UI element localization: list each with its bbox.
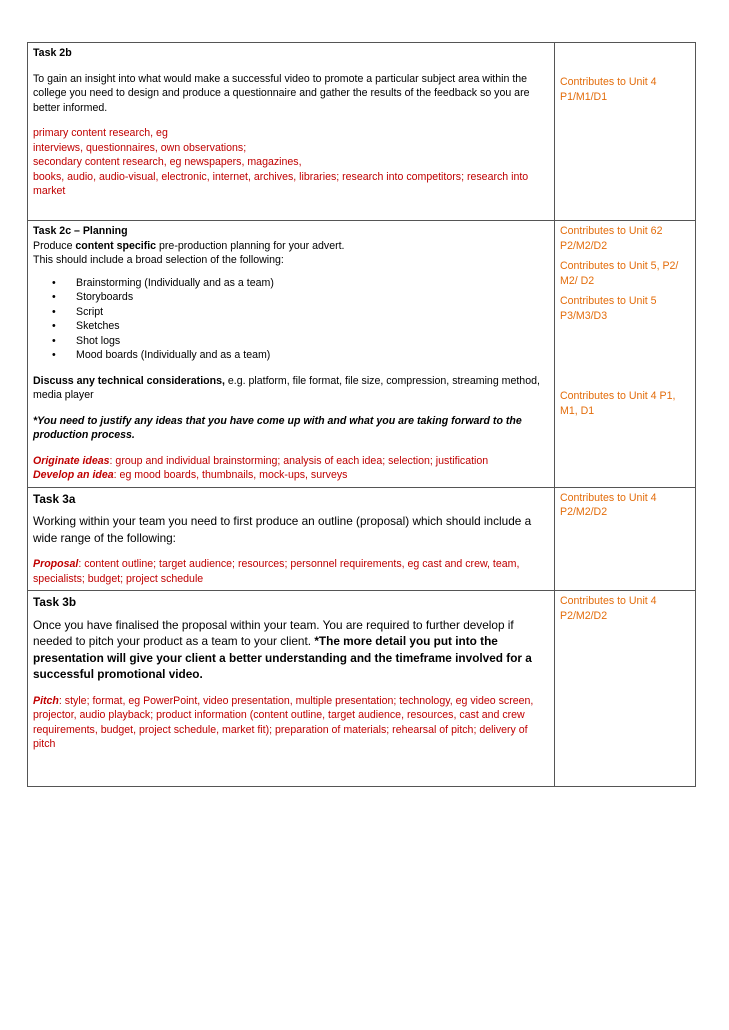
table-row-task-2b [28,43,696,221]
task-3b-cell [28,591,555,787]
task-2b-research-line: books, audio, audio-visual, electronic, internet, archives, libraries; research into competitors; research into market [33,170,529,197]
task-2c-produce-post: pre-production planning for your advert. [156,239,345,252]
list-item: • Mood boards (Individually and as a team) [33,348,549,363]
task-3a-cell [28,487,555,591]
task-3a-intro: Working within your team you need to first produce an outline (proposal) which should include a wide range of the following: [33,514,532,545]
task-3b-pitch-text: : style; format, eg PowerPoint, video presentation, multiple presentation; technology, eg video screen, projector, audio playback; product information (content outline, target audience, resources, cast and crew requirements, budget, project schedule, market fit); preparation of materials; rehearsal of pitch; delivery of pitch [33,694,534,750]
list-item: • Brainstorming (Individually and as a team) [33,276,549,291]
task-2c-contributes-1: Contributes to Unit 62 P2/M2/D2 [560,225,663,252]
task-2b-cell [28,43,555,221]
task-2c-technical [33,374,549,403]
task-2c-develop-text: : eg mood boards, thumbnails, mock-ups, surveys [113,469,348,481]
list-item: • Sketches [33,319,549,334]
task-2b-research-line: secondary content research, eg newspapers, magazines, [33,156,302,168]
task-2c-produce [33,239,549,254]
task-2b-contributes: Contributes to Unit 4 P1/M1/D1 [560,76,657,103]
task-2c-cell [28,221,555,488]
task-2c-develop-label: Develop an idea [33,469,114,481]
task-2c-technical-rest: e.g. platform, file format, file size, compression, streaming method, media player [33,374,540,401]
task-2c-justify: *You need to justify any ideas that you have come up with and what you are taking forward to the production process. [33,414,522,441]
list-item: • Script [33,305,549,320]
table-row-task-3b [28,591,696,787]
task-2b-research-line: primary content research, eg [33,127,168,139]
task-3a-proposal-text: : content outline; target audience; resources; personnel requirements, eg cast and crew, team, specialists; budget; project schedule [33,558,520,585]
task-2b-contributes-cell [555,43,696,221]
task-2c-contributes-2: Contributes to Unit 5, P2/ M2/ D2 [560,260,679,287]
task-3a-title: Task 3a [33,491,76,506]
task-3a-proposal [33,557,549,586]
task-2c-produce-bold: content specific [75,239,157,252]
task-2b-research-line: interviews, questionnaires, own observations; [33,141,247,154]
task-2c-develop [33,468,549,483]
task-3b-pitch [33,694,549,752]
task-2c-produce-pre: Produce [33,239,76,252]
task-2b-intro: To gain an insight into what would make a successful video to promote a particular subject area within the college you need to design and produce a questionnaire and gather the results of the feedback so you are better informed. [33,72,530,114]
task-2c-originate [33,454,549,469]
task-3b-contributes: Contributes to Unit 4 P2/M2/D2 [560,595,657,622]
list-item: • Shot logs [33,334,549,349]
task-3b-intro-normal: Once you have finalised the proposal within your team. You are required to further develop if needed to pitch your product as a team to your client. [33,617,514,648]
task-2b-research-list [33,126,549,199]
table-row-task-2c [28,221,696,488]
assignment-table [27,42,696,787]
task-3a-contributes: Contributes to Unit 4 P2/M2/D2 [560,491,657,518]
task-2c-contributes-4: Contributes to Unit 4 P1, M1, D1 [560,390,676,417]
task-3a-contributes-cell [555,487,696,591]
task-2c-technical-bold: Discuss any technical considerations, [33,374,225,387]
task-2c-originate-label: Originate ideas [33,454,110,467]
task-3b-contributes-cell [555,591,696,787]
list-item: • Storyboards [33,290,549,305]
task-2c-bullet-list [33,276,549,363]
task-3b-title: Task 3b [33,595,77,609]
table-row-task-3a [28,487,696,591]
task-2c-selection: This should include a broad selection of the following: [33,254,284,266]
task-3a-proposal-label: Proposal [33,558,79,570]
task-3b-intro [33,617,549,683]
task-3b-intro-bold: *The more detail you put into the presentation will give your client a better understanding and the timeframe involved for a successful promotional video. [33,634,532,681]
task-2c-title: Task 2c – Planning [33,225,128,237]
task-2b-title: Task 2b [33,47,72,59]
task-3b-pitch-label: Pitch [33,694,59,707]
task-2c-contributes-cell [555,221,696,488]
task-2c-contributes-3: Contributes to Unit 5 P3/M3/D3 [560,295,657,322]
task-2c-originate-text: : group and individual brainstorming; analysis of each idea; selection; justification [109,454,489,467]
